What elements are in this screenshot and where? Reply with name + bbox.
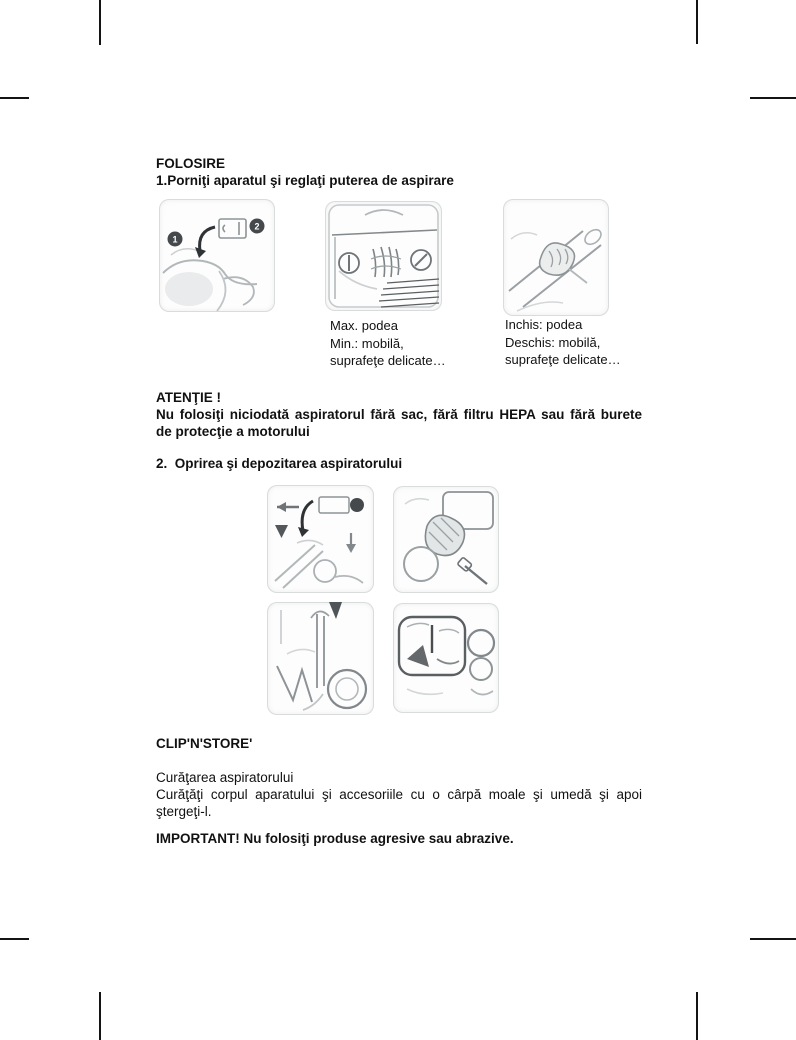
crop-mark-bottom-right-horizontal — [750, 938, 796, 940]
cleaning-body-line1: Curăţăţi corpul aparatului şi accesoriile cu o cârpă moale şi umedă şi apoi — [156, 787, 642, 802]
crop-mark-top-right-vertical — [696, 0, 698, 44]
caption-power-line2: Min.: mobilă, — [330, 335, 404, 351]
figure-power-pedals — [159, 199, 275, 312]
crop-mark-top-right-horizontal — [750, 97, 796, 99]
caption-air-valve — [505, 316, 621, 369]
section-usage-step1: 1.Porniţi aparatul şi reglaţi puterea de aspirare — [156, 173, 454, 188]
figure-hand-air-valve — [503, 199, 609, 316]
cleaning-body — [156, 786, 642, 820]
section-storage-heading: 2. Oprirea şi depozitarea aspiratorului — [156, 456, 403, 471]
caption-power-line3: suprafeţe delicate… — [330, 353, 446, 368]
warning-body-line1: Nu folosiţi niciodată aspiratorul fără sac, fără filtru HEPA sau fără burete — [156, 407, 642, 422]
caption-valve-line2: Deschis: mobilă, — [505, 334, 601, 350]
crop-mark-bottom-left-horizontal — [0, 938, 29, 940]
figure-switch-off — [267, 485, 374, 593]
crop-mark-bottom-right-vertical — [696, 992, 698, 1040]
warning-body — [156, 406, 642, 440]
cleaning-body-line2: ştergeţi-l. — [156, 804, 212, 819]
crop-mark-bottom-left-vertical — [99, 992, 101, 1040]
important-note: IMPORTANT! Nu folosiţi produse agresive sau abrazive. — [156, 831, 514, 846]
caption-power-dial — [330, 317, 446, 370]
caption-valve-line3: suprafeţe delicate… — [505, 352, 621, 367]
crop-mark-top-left-vertical — [99, 0, 101, 45]
cleaning-subheading: Curăţarea aspiratorului — [156, 770, 294, 785]
caption-power-line1: Max. podea — [330, 318, 398, 333]
figure-upright-storage — [267, 602, 374, 715]
figure-cord-rewind — [393, 486, 499, 593]
figure-clip-slot — [393, 603, 499, 713]
caption-valve-line1: Inchis: podea — [505, 317, 583, 332]
marker-1: 1 — [172, 234, 178, 245]
figure-power-dial — [325, 201, 442, 311]
section-usage-heading: FOLOSIRE — [156, 156, 226, 171]
warning-body-line2: de protecţie a motorului — [156, 424, 310, 439]
marker-2: 2 — [254, 221, 260, 232]
warning-heading: ATENŢIE ! — [156, 390, 221, 405]
crop-mark-top-left-horizontal — [0, 97, 29, 99]
clip-n-store-heading: CLIP'N'STORE' — [156, 736, 253, 751]
